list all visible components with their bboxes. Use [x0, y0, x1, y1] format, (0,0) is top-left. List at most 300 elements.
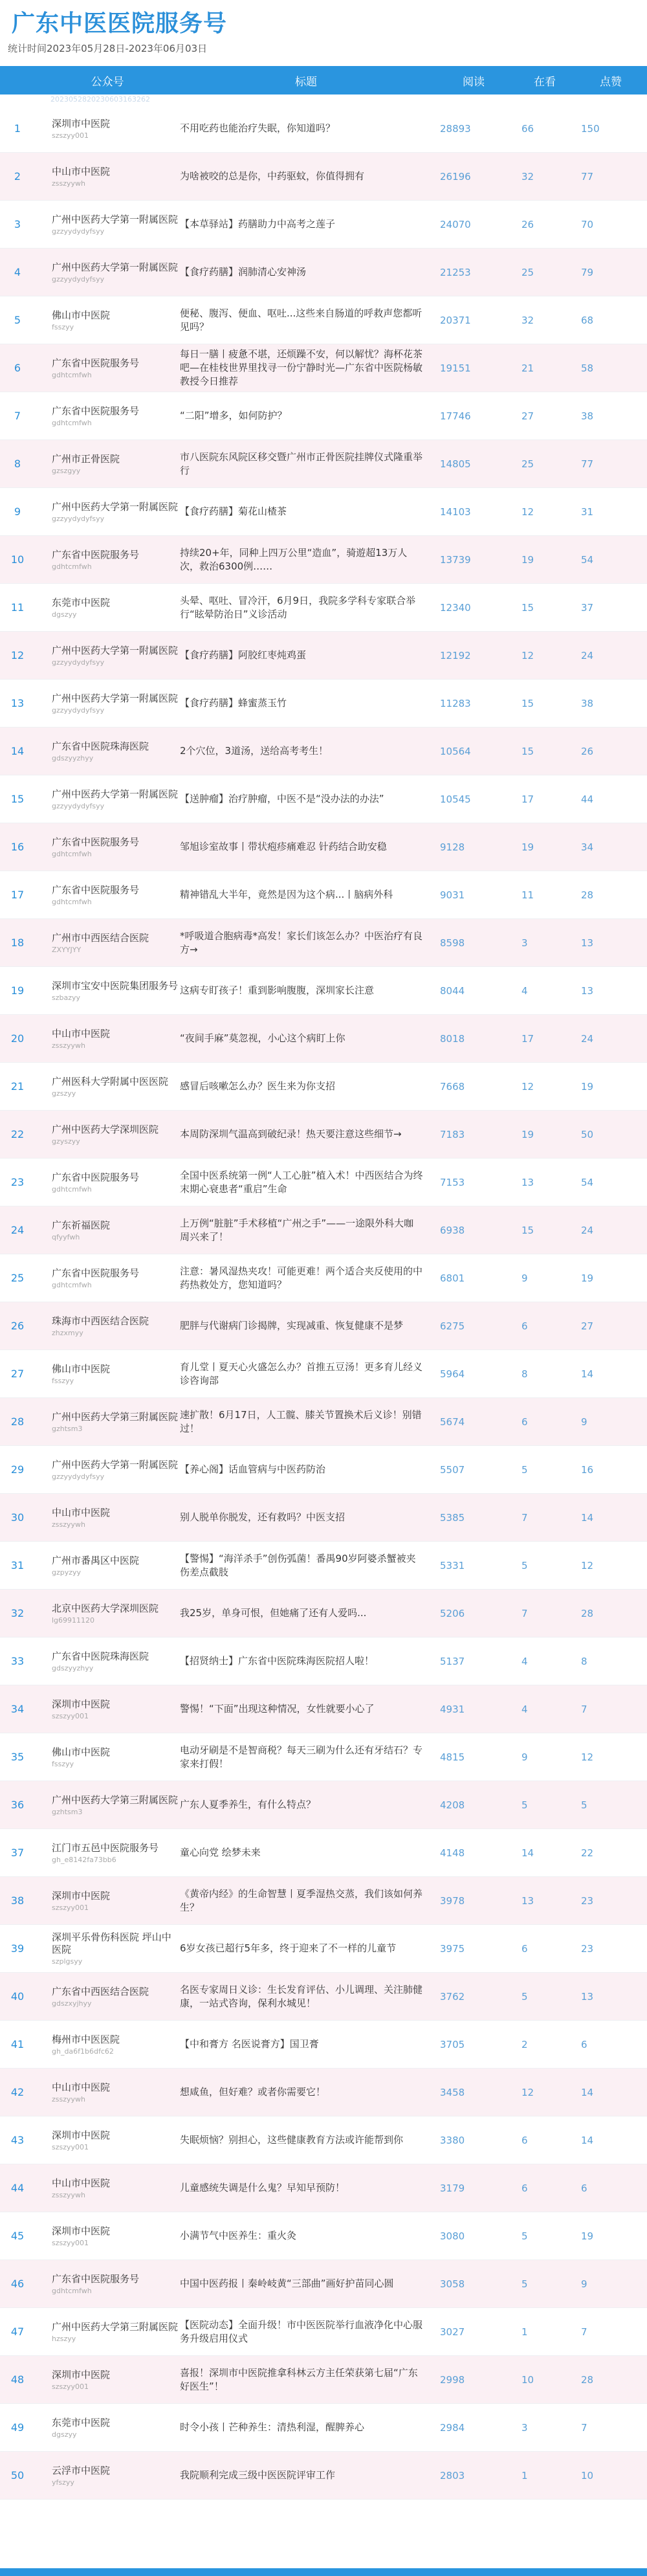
table-row[interactable]	[0, 2116, 647, 2164]
article-title[interactable]: 【食疗药膳】菊花山楂茶	[180, 505, 287, 517]
table-row[interactable]	[0, 1973, 647, 2021]
article-title[interactable]: “夜间手麻”莫忽视，小心这个病盯上你	[180, 1032, 345, 1044]
account-name[interactable]: 中山市中医院	[52, 1506, 111, 1518]
article-title[interactable]: 名医专家周日义诊：生长发育评估、小儿调理、关注肺健康，一站式咨询，保利水城见！	[180, 1983, 423, 2009]
account-id: zsszyywh	[52, 179, 85, 188]
account-name[interactable]: 深圳市中医院	[52, 117, 111, 129]
account-id: gzzyydydyfsyy	[52, 1472, 105, 1481]
account-name[interactable]: 江门市五邑中医院服务号	[52, 1841, 159, 1854]
article-title[interactable]: 我25岁，单身可恨，但她痛了还有人爱吗...	[180, 1607, 367, 1619]
like-count: 24	[581, 649, 594, 661]
account-cell[interactable]	[35, 1315, 180, 1337]
article-title[interactable]: “二阳”增多，如何防护？	[180, 410, 287, 421]
account-cell[interactable]	[35, 740, 180, 762]
account-cell[interactable]	[35, 980, 180, 1002]
account-id: szszyy001	[52, 2238, 89, 2247]
account-cell[interactable]	[35, 2273, 180, 2295]
table-row[interactable]	[0, 1829, 647, 1877]
table-row[interactable]	[0, 1877, 647, 1925]
read-count: 2998	[440, 2373, 465, 2386]
account-name[interactable]: 广州中医药大学第一附属医院	[52, 644, 179, 656]
account-name[interactable]: 广东省中医院服务号	[52, 357, 140, 369]
read-count: 10564	[440, 745, 471, 757]
account-name[interactable]: 广东省中医院服务号	[52, 883, 140, 896]
account-name[interactable]: 广州中医药大学深圳医院	[52, 1123, 159, 1135]
account-id: lg69911120	[52, 1616, 95, 1625]
looking-count: 6	[521, 2134, 528, 2146]
article-title[interactable]: 肥胖与代谢病门诊揭牌，实现减重、恢复健康不是梦	[180, 1320, 404, 1331]
account-cell[interactable]	[35, 2225, 180, 2247]
table-row[interactable]	[0, 1446, 647, 1494]
like-count: 58	[581, 362, 594, 374]
rank-number: 37	[10, 1847, 25, 1859]
like-count: 9	[581, 2278, 587, 2290]
rank-number: 15	[10, 793, 25, 805]
account-name[interactable]: 广州中医药大学第一附属医院	[52, 788, 179, 800]
account-name[interactable]: 深圳市中医院	[52, 1698, 111, 1710]
account-name[interactable]: 东莞市中医院	[52, 596, 111, 608]
rank-number: 42	[10, 2086, 25, 2098]
account-id: zsszyywh	[52, 1041, 85, 1050]
table-row[interactable]	[0, 1590, 647, 1638]
looking-count: 15	[521, 745, 534, 757]
account-cell[interactable]	[35, 1171, 180, 1194]
like-count: 27	[581, 1320, 594, 1332]
col-like-header: 点赞	[600, 75, 622, 89]
article-title[interactable]: 【招贤纳士】广东省中医院珠海医院招人啦！	[180, 1655, 375, 1667]
rank-number: 29	[10, 1463, 25, 1476]
article-title[interactable]: 【医院动态】全面升级！市中医医院举行血液净化中心服务升级启用仪式	[180, 2318, 423, 2344]
account-name[interactable]: 广东省中医院服务号	[52, 548, 140, 561]
account-cell[interactable]	[35, 1890, 180, 1912]
account-cell[interactable]	[35, 2369, 180, 2391]
read-count: 13739	[440, 553, 471, 566]
table-row[interactable]	[0, 296, 647, 344]
looking-count: 32	[521, 170, 534, 183]
table-row[interactable]	[0, 1781, 647, 1829]
read-count: 9128	[440, 841, 465, 853]
account-name[interactable]: 广州中医药大学第一附属医院	[52, 1458, 179, 1471]
rank-number: 43	[10, 2134, 25, 2146]
looking-count: 1	[521, 2326, 528, 2338]
account-name[interactable]: 广州中医药大学第一附属医院	[52, 500, 179, 513]
table-header	[0, 66, 647, 94]
looking-count: 8	[521, 1368, 528, 1380]
read-count: 3380	[440, 2134, 465, 2146]
article-title[interactable]: 想咸鱼，但好难？或者你需要它！	[180, 2086, 326, 2098]
account-name[interactable]: 北京中医药大学深圳医院	[52, 1602, 159, 1614]
article-title[interactable]: 童心向党 绘梦未来	[180, 1847, 261, 1858]
looking-count: 12	[521, 505, 534, 518]
article-title[interactable]: 喜报！深圳市中医院推拿科林云方主任荣获第七届“广东好医生”！	[180, 2366, 418, 2392]
account-cell[interactable]	[35, 1603, 180, 1625]
like-count: 150	[581, 122, 600, 135]
article-title[interactable]: 电动牙刷是不是智商税？每天三刷为什么还有牙结石？专家来打假！	[180, 1744, 423, 1770]
article-title[interactable]: 【食疗药膳】蜂蜜蒸玉竹	[180, 697, 287, 709]
read-count: 24070	[440, 218, 471, 230]
like-count: 79	[581, 266, 594, 278]
like-count: 54	[581, 1176, 594, 1188]
account-cell[interactable]	[35, 405, 180, 427]
account-id: gdszyyzhyy	[52, 753, 94, 762]
account-id: hzszyy	[52, 2334, 76, 2343]
account-cell[interactable]	[35, 2465, 180, 2487]
account-id: gzzyydydyfsyy	[52, 801, 105, 810]
account-cell[interactable]	[35, 1842, 180, 1864]
rank-number: 19	[10, 984, 25, 997]
account-cell[interactable]	[35, 1028, 180, 1050]
like-count: 13	[581, 937, 594, 949]
table-row[interactable]	[0, 1111, 647, 1159]
article-title[interactable]: 市八医院东风院区移交暨广州市正骨医院挂牌仪式隆重举行	[180, 450, 423, 476]
table-row[interactable]	[0, 1159, 647, 1206]
table-row[interactable]	[0, 2356, 647, 2404]
read-count: 10545	[440, 793, 471, 805]
table-row[interactable]	[0, 2164, 647, 2212]
account-name[interactable]: 深圳市宝安中医院集团服务号	[52, 979, 179, 992]
account-cell[interactable]	[35, 1219, 180, 1241]
account-name[interactable]: 广州中医药大学第三附属医院	[52, 2320, 179, 2333]
table-row[interactable]	[0, 1733, 647, 1781]
article-title[interactable]: 警惕！“下面”出现这种情况，女性就要小心了	[180, 1703, 375, 1715]
article-title[interactable]: 为啥被咬的总是你，中药驱蚊，你值得拥有	[180, 170, 365, 182]
read-count: 8598	[440, 937, 465, 949]
article-title[interactable]: 头晕、呕吐、冒冷汗，6月9日，我院多学科专家联合举行“眩晕防治日”义诊活动	[180, 594, 416, 620]
article-title[interactable]: *呼吸道合胞病毒*高发！家长们该怎么办？中医治疗有良方→	[180, 929, 423, 955]
account-name[interactable]: 广东省中医院珠海医院	[52, 1650, 149, 1662]
like-count: 7	[581, 2421, 587, 2434]
article-title[interactable]: 本周防深圳气温高到破纪录！热天要注意这些细节→	[180, 1128, 402, 1140]
looking-count: 5	[521, 1990, 528, 2003]
account-name[interactable]: 广东祈福医院	[52, 1219, 111, 1231]
table-row[interactable]	[0, 2452, 647, 2500]
account-id: dgszyy	[52, 610, 77, 619]
account-name[interactable]: 中山市中医院	[52, 2081, 111, 2093]
looking-count: 11	[521, 889, 534, 901]
article-title[interactable]: 这病专盯孩子！重到影响腹腹，深圳家长注意	[180, 984, 375, 996]
account-id: gdszyyzhyy	[52, 1663, 94, 1672]
account-name[interactable]: 广州中医药大学第一附属医院	[52, 692, 179, 704]
table-row[interactable]	[0, 1638, 647, 1685]
read-count: 9031	[440, 889, 465, 901]
table-row[interactable]	[0, 488, 647, 536]
table-row[interactable]	[0, 249, 647, 296]
rank-number: 50	[10, 2469, 25, 2482]
account-cell[interactable]	[35, 693, 180, 715]
account-cell[interactable]	[35, 2177, 180, 2199]
account-cell[interactable]	[35, 1459, 180, 1481]
article-title[interactable]: 2个穴位，3道汤，送给高考考生！	[180, 745, 329, 757]
table-row[interactable]	[0, 1494, 647, 1542]
account-id: gzszyy	[52, 1089, 76, 1098]
account-cell[interactable]	[35, 166, 180, 188]
like-count: 77	[581, 458, 594, 470]
table-row[interactable]	[0, 392, 647, 440]
table-row[interactable]	[0, 632, 647, 680]
account-name[interactable]: 中山市中医院	[52, 1027, 111, 1039]
article-title[interactable]: 持续20+年，同种上四万公里“造血”，骑遊超13万人次，救治6300例……	[180, 546, 408, 572]
article-title[interactable]: 失眠烦恼？别担心，这些健康教育方法或许能帮到你	[180, 2134, 404, 2146]
account-cell[interactable]	[35, 357, 180, 379]
account-cell[interactable]	[35, 261, 180, 283]
ranking-table	[0, 66, 647, 2500]
account-cell[interactable]	[35, 1746, 180, 1768]
like-count: 7	[581, 1703, 587, 1715]
account-cell[interactable]	[35, 836, 180, 858]
table-row[interactable]	[0, 2308, 647, 2356]
like-count: 24	[581, 1224, 594, 1236]
account-id: gzzyydydyfsyy	[52, 705, 105, 715]
table-row[interactable]	[0, 1925, 647, 1973]
article-title[interactable]: 精神错乱大半年，竟然是因为这个病...丨脑病外科	[180, 889, 393, 900]
rank-number: 6	[14, 362, 21, 374]
rank-number: 8	[14, 458, 21, 470]
account-cell[interactable]	[35, 645, 180, 667]
account-id: szszyy001	[52, 2142, 89, 2151]
table-row[interactable]	[0, 1254, 647, 1302]
account-cell[interactable]	[35, 2417, 180, 2439]
like-count: 14	[581, 2086, 594, 2098]
account-name[interactable]: 中山市中医院	[52, 165, 111, 177]
table-row[interactable]	[0, 536, 647, 584]
like-count: 23	[581, 1894, 594, 1907]
account-name[interactable]: 深圳市中医院	[52, 2129, 111, 2141]
account-cell[interactable]	[35, 1411, 180, 1433]
account-cell[interactable]	[35, 884, 180, 906]
like-count: 54	[581, 553, 594, 566]
account-name[interactable]: 广州市正骨医院	[52, 452, 120, 465]
account-cell[interactable]	[35, 1076, 180, 1098]
account-cell[interactable]	[35, 501, 180, 523]
like-count: 5	[581, 1799, 587, 1811]
article-title[interactable]: 【送肿瘤】治疗肿瘤，中医不是“没办法的办法”	[180, 793, 384, 805]
account-cell[interactable]	[35, 1986, 180, 2008]
table-row[interactable]	[0, 584, 647, 632]
account-cell[interactable]	[35, 2034, 180, 2056]
account-name[interactable]: 广州中医药大学第一附属医院	[52, 213, 179, 225]
like-count: 19	[581, 2230, 594, 2242]
like-count: 8	[581, 1655, 587, 1667]
like-count: 6	[581, 2182, 587, 2194]
account-name[interactable]: 深圳平乐骨伤科医院 坪山中医院	[52, 1931, 171, 1955]
table-row[interactable]	[0, 2404, 647, 2452]
table-row[interactable]	[0, 105, 647, 153]
table-row[interactable]	[0, 680, 647, 727]
looking-count: 4	[521, 984, 528, 997]
account-name[interactable]: 梅州市中医医院	[52, 2033, 120, 2045]
account-cell[interactable]	[35, 1124, 180, 1146]
account-cell[interactable]	[35, 597, 180, 619]
read-count: 12340	[440, 601, 471, 614]
table-row[interactable]	[0, 344, 647, 392]
article-title[interactable]: 【警惕】“海洋杀手”创伤弧菌！番禺90岁阿婆杀蟹被夹伤差点截肢	[180, 1552, 416, 1578]
rank-number: 3	[14, 218, 21, 230]
article-title[interactable]: 感冒后咳嗽怎么办？医生来为你支招	[180, 1080, 336, 1092]
table-row[interactable]	[0, 153, 647, 201]
rank-number: 10	[10, 553, 25, 566]
account-cell[interactable]	[35, 788, 180, 810]
account-name[interactable]: 中山市中医院	[52, 2177, 111, 2189]
account-cell[interactable]	[35, 1363, 180, 1385]
table-row[interactable]	[0, 1063, 647, 1111]
account-cell[interactable]	[35, 932, 180, 954]
table-row[interactable]	[0, 823, 647, 871]
account-id: gdhtcmfwh	[52, 562, 92, 571]
table-row[interactable]	[0, 727, 647, 775]
article-title[interactable]: 每日一膳丨疲惫不堪，还烦躁不安，何以解忧？海杯花茶吧—在桂枝世界里找寻一份宁静时光—广东省中医院杨敏教授今日推荐	[180, 348, 423, 387]
article-title[interactable]: 中国中医药报丨秦岭岐黄“三部曲”画好护苗同心圆	[180, 2278, 394, 2289]
account-cell[interactable]	[35, 1507, 180, 1529]
account-name[interactable]: 广州医科大学附属中医医院	[52, 1075, 169, 1087]
table-row[interactable]	[0, 775, 647, 823]
table-row[interactable]	[0, 871, 647, 919]
account-cell[interactable]	[35, 1931, 180, 1966]
account-cell[interactable]	[35, 1555, 180, 1577]
table-row[interactable]	[0, 1685, 647, 1733]
like-count: 6	[581, 2038, 587, 2050]
article-title[interactable]: 速扩散！6月17日，人工髋、膝关节置换术后义诊！别错过！	[180, 1408, 422, 1434]
like-count: 31	[581, 505, 594, 518]
account-id: gdhtcmfwh	[52, 1280, 92, 1289]
article-title[interactable]: 【养心阁】话血管病与中医药防治	[180, 1463, 326, 1475]
account-name[interactable]: 广东省中医院珠海医院	[52, 740, 149, 752]
article-title[interactable]: 我院顺利完成三级中医医院评审工作	[180, 2469, 336, 2481]
read-count: 5507	[440, 1463, 465, 1476]
col-read-header: 阅读	[463, 75, 485, 89]
table-row[interactable]	[0, 2260, 647, 2308]
account-cell[interactable]	[35, 2082, 180, 2104]
looking-count: 15	[521, 1224, 534, 1236]
article-title[interactable]: 全国中医系统第一例“人工心脏”植入术！中西医结合为终末期心衰患者“重启”生命	[180, 1169, 423, 1195]
account-name[interactable]: 广州市中西医结合医院	[52, 931, 149, 944]
looking-count: 3	[521, 937, 528, 949]
article-title[interactable]: 便秘、腹泻、便血、呕吐...这些来自肠道的呼救声您都听见吗？	[180, 307, 422, 333]
read-count: 21253	[440, 266, 471, 278]
read-count: 3978	[440, 1894, 465, 1907]
account-id: gzpyzyy	[52, 1568, 82, 1577]
looking-count: 12	[521, 1080, 534, 1093]
looking-count: 27	[521, 410, 534, 422]
account-name[interactable]: 广东省中医院服务号	[52, 2272, 140, 2285]
like-count: 19	[581, 1080, 594, 1093]
account-name[interactable]: 佛山市中医院	[52, 309, 111, 321]
table-row[interactable]	[0, 1015, 647, 1063]
account-name[interactable]: 广东省中医院服务号	[52, 1267, 140, 1279]
account-name[interactable]: 深圳市中医院	[52, 2225, 111, 2237]
read-count: 8044	[440, 984, 465, 997]
account-name[interactable]: 广东省中医院服务号	[52, 836, 140, 848]
like-count: 38	[581, 697, 594, 709]
account-name[interactable]: 广州中医药大学第三附属医院	[52, 1410, 179, 1423]
account-name[interactable]: 佛山市中医院	[52, 1362, 111, 1375]
table-row[interactable]	[0, 967, 647, 1015]
article-title[interactable]: 别人脱单你脱发，还有救吗？中医支招	[180, 1511, 345, 1523]
account-cell[interactable]	[35, 2321, 180, 2343]
article-title[interactable]: 上万例“脏脏”手术移植“广州之手”——一途限外科大咖周兴来了！	[180, 1217, 414, 1243]
account-name[interactable]: 深圳市中医院	[52, 2368, 111, 2381]
account-id: gzszgyy	[52, 466, 81, 475]
account-cell[interactable]	[35, 1698, 180, 1720]
table-row[interactable]	[0, 2021, 647, 2069]
account-name[interactable]: 云浮市中医院	[52, 2464, 111, 2476]
table-row[interactable]	[0, 440, 647, 488]
account-cell[interactable]	[35, 1650, 180, 1672]
rank-number: 49	[10, 2421, 25, 2434]
article-title[interactable]: 广东人夏季养生，有什么特点？	[180, 1799, 316, 1810]
table-row[interactable]	[0, 1350, 647, 1398]
account-cell[interactable]	[35, 453, 180, 475]
table-row[interactable]	[0, 1206, 647, 1254]
table-row[interactable]	[0, 1542, 647, 1590]
account-name[interactable]: 珠海市中西医结合医院	[52, 1315, 149, 1327]
rank-number: 2	[14, 170, 21, 183]
bottom-bar	[0, 2568, 647, 2576]
table-row[interactable]	[0, 1398, 647, 1446]
account-name[interactable]: 东莞市中医院	[52, 2416, 111, 2428]
account-id: gdszxyjhyy	[52, 1999, 92, 2008]
account-name[interactable]: 广州中医药大学第三附属医院	[52, 1793, 179, 1806]
article-title[interactable]: 时令小孩丨芒种养生：清热利湿，醒脾养心	[180, 2421, 365, 2433]
rank-number: 31	[10, 1559, 25, 1571]
article-title[interactable]: 《黄帝内经》的生命智慧丨夏季湿热交蒸，我们该如何养生？	[180, 1887, 423, 1913]
article-title[interactable]: 【本草驿站】药膳助力中高考之莲子	[180, 218, 336, 230]
looking-count: 19	[521, 1128, 534, 1140]
like-count: 14	[581, 1511, 594, 1524]
account-cell[interactable]	[35, 309, 180, 331]
article-title[interactable]: 不用吃药也能治疗失眠，你知道吗？	[180, 122, 336, 134]
account-name[interactable]: 深圳市中医院	[52, 1889, 111, 1902]
article-title[interactable]: 【食疗药膳】阿胶红枣炖鸡蛋	[180, 649, 307, 661]
article-title[interactable]: 育儿堂丨夏天心火盛怎么办？首推五豆汤！更多育儿经义诊咨询部	[180, 1360, 423, 1386]
article-title[interactable]: 儿童感统失调是什么鬼？早知早预防！	[180, 2182, 345, 2193]
account-cell[interactable]	[35, 214, 180, 236]
looking-count: 5	[521, 1799, 528, 1811]
article-title[interactable]: 邹旭诊室故事丨带状疱疹痛难忍 针药结合助安稳	[180, 841, 387, 852]
article-title[interactable]: 【食疗药膳】润肺清心安神汤	[180, 266, 307, 278]
account-cell[interactable]	[35, 118, 180, 140]
like-count: 26	[581, 745, 594, 757]
looking-count: 7	[521, 1607, 528, 1619]
account-name[interactable]: 广东省中医院服务号	[52, 1171, 140, 1183]
rank-number: 17	[10, 889, 25, 901]
read-count: 11283	[440, 697, 471, 709]
table-row[interactable]	[0, 2069, 647, 2116]
table-row[interactable]	[0, 1302, 647, 1350]
article-title[interactable]: 【中和膏方 名医说膏方】国卫膏	[180, 2038, 319, 2050]
account-name[interactable]: 广东省中医院服务号	[52, 405, 140, 417]
looking-count: 26	[521, 218, 534, 230]
col-title-header: 标题	[295, 75, 317, 89]
article-title[interactable]: 注意：暑风湿热夹攻！可能更难！两个适合夹反使用的中药热救处方，您知道吗？	[180, 1265, 423, 1291]
read-count: 14103	[440, 505, 471, 518]
account-name[interactable]: 佛山市中医院	[52, 1746, 111, 1758]
article-title[interactable]: 6岁女孩已超行5年多，终于迎来了不一样的儿童节	[180, 1942, 397, 1954]
table-row[interactable]	[0, 919, 647, 967]
account-name[interactable]: 广东省中西医结合医院	[52, 1985, 149, 1997]
account-cell[interactable]	[35, 1794, 180, 1816]
account-name[interactable]: 广州市番禺区中医院	[52, 1554, 140, 1566]
watermark: 2023052820230603163262	[50, 95, 150, 104]
read-count: 3080	[440, 2230, 465, 2242]
account-cell[interactable]	[35, 1267, 180, 1289]
article-title[interactable]: 小满节气中医养生：重火灸	[180, 2230, 297, 2241]
account-name[interactable]: 广州中医药大学第一附属医院	[52, 261, 179, 273]
like-count: 28	[581, 1607, 594, 1619]
table-row[interactable]	[0, 201, 647, 249]
account-cell[interactable]	[35, 2129, 180, 2151]
table-row[interactable]	[0, 2212, 647, 2260]
account-cell[interactable]	[35, 549, 180, 571]
